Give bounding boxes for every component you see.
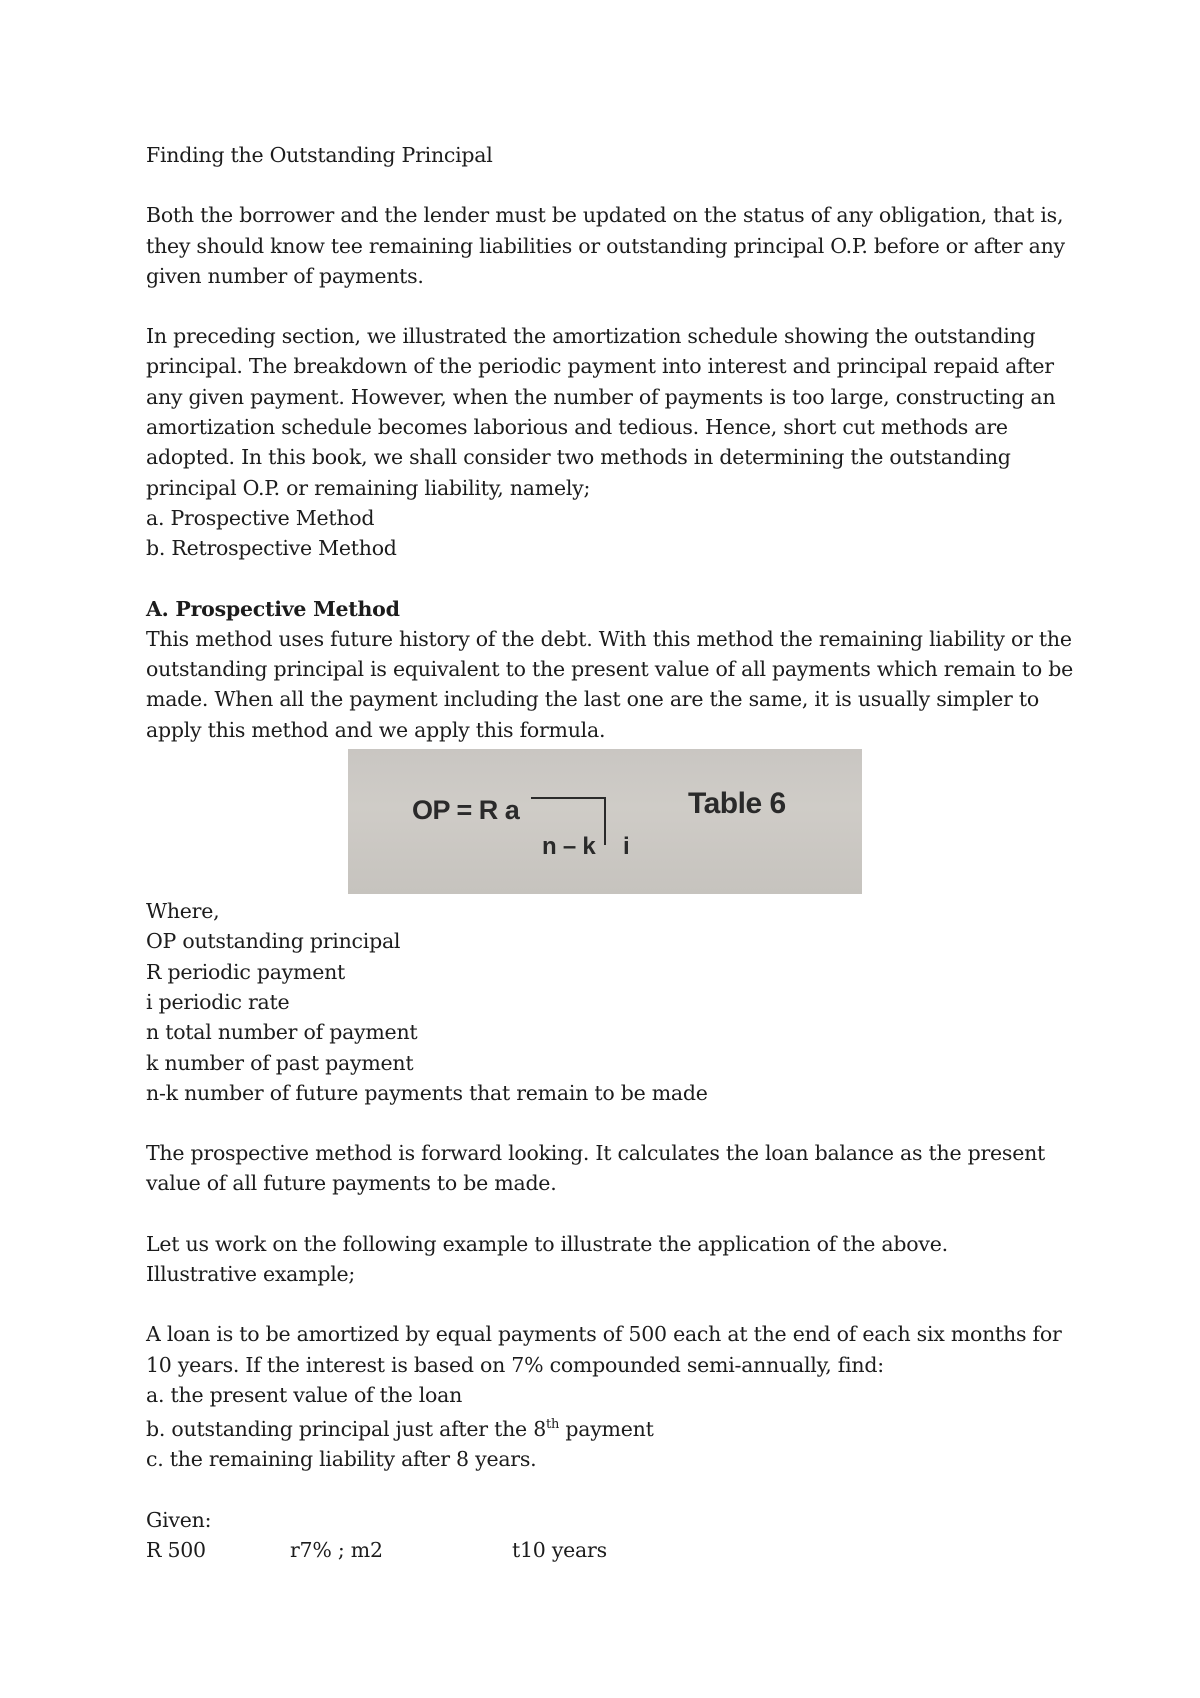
forward-paragraph: The prospective method is forward looking. It calculates the loan balance as the present value of all future payments to be made.	[146, 1141, 1046, 1196]
method-item: a. Prospective Method	[146, 505, 375, 530]
superscript: th	[546, 1417, 560, 1433]
where-label: Where,	[146, 899, 220, 924]
document-title: Finding the Outstanding Principal	[146, 143, 493, 167]
where-item: n total number of payment	[146, 1020, 418, 1045]
given-rate: r7% ; m2	[290, 1537, 383, 1562]
document-page	[146, 140, 1086, 1565]
section-intro-paragraph: In preceding section, we illustrated the amortization schedule showing the outstanding principal. The breakdown of the periodic payment into interest and principal repaid after any given payment. However, when the number of payments is too large, constructing an amortization schedule becomes laborious and tedious. Hence, short cut methods are adopted. In this book, we shall consider two methods in determining the outstanding principal O.P. or remaining liability, namely;	[146, 324, 1056, 500]
annuity-bar-top	[531, 797, 605, 799]
problem-item	[146, 1410, 1086, 1444]
problem-item: a. the present value of the loan	[146, 1382, 463, 1407]
annuity-bar-side	[604, 797, 606, 845]
example-intro: Let us work on the following example to illustrate the application of the above.	[146, 1231, 948, 1256]
where-item: k number of past payment	[146, 1050, 414, 1075]
example-label: Illustrative example;	[146, 1262, 356, 1287]
where-item: n-k number of future payments that remain to be made	[146, 1080, 708, 1105]
intro-paragraph: Both the borrower and the lender must be updated on the status of any obligation, that is, they should know tee remaining liabilities or outstanding principal O.P. before or after any given number of payments.	[146, 203, 1065, 288]
where-item: OP outstanding principal	[146, 929, 401, 954]
formula-rate: i	[623, 833, 630, 861]
prospective-paragraph: This method uses future history of the debt. With this method the remaining liability or the outstanding principal is equivalent to the present value of all payments which remain to be made. When all the payment including the last one are the same, it is usually simpler to apply this method and we apply this formula.	[146, 626, 1073, 742]
formula-lhs: OP = R a	[412, 795, 520, 826]
problem-item: c. the remaining liability after 8 years.	[146, 1447, 537, 1472]
where-item: i periodic rate	[146, 989, 290, 1014]
given-payment: R 500	[146, 1537, 206, 1562]
given-time: t10 years	[512, 1537, 607, 1562]
method-item: b. Retrospective Method	[146, 536, 397, 561]
given-row	[146, 1535, 1086, 1565]
problem-item-b-tail: payment	[559, 1417, 654, 1442]
problem-paragraph: A loan is to be amortized by equal payments of 500 each at the end of each six months for 10 years. If the interest is based on 7% compounded semi-annually, find:	[146, 1322, 1062, 1377]
given-label: Given:	[146, 1507, 212, 1532]
where-item: R periodic payment	[146, 959, 346, 984]
section-heading: A. Prospective Method	[146, 596, 400, 621]
formula-subscript: n – k	[542, 833, 596, 861]
formula-image	[348, 749, 862, 894]
problem-item-b-text: b. outstanding principal just after the 8	[146, 1417, 546, 1442]
formula-table-label: Table 6	[688, 787, 786, 821]
